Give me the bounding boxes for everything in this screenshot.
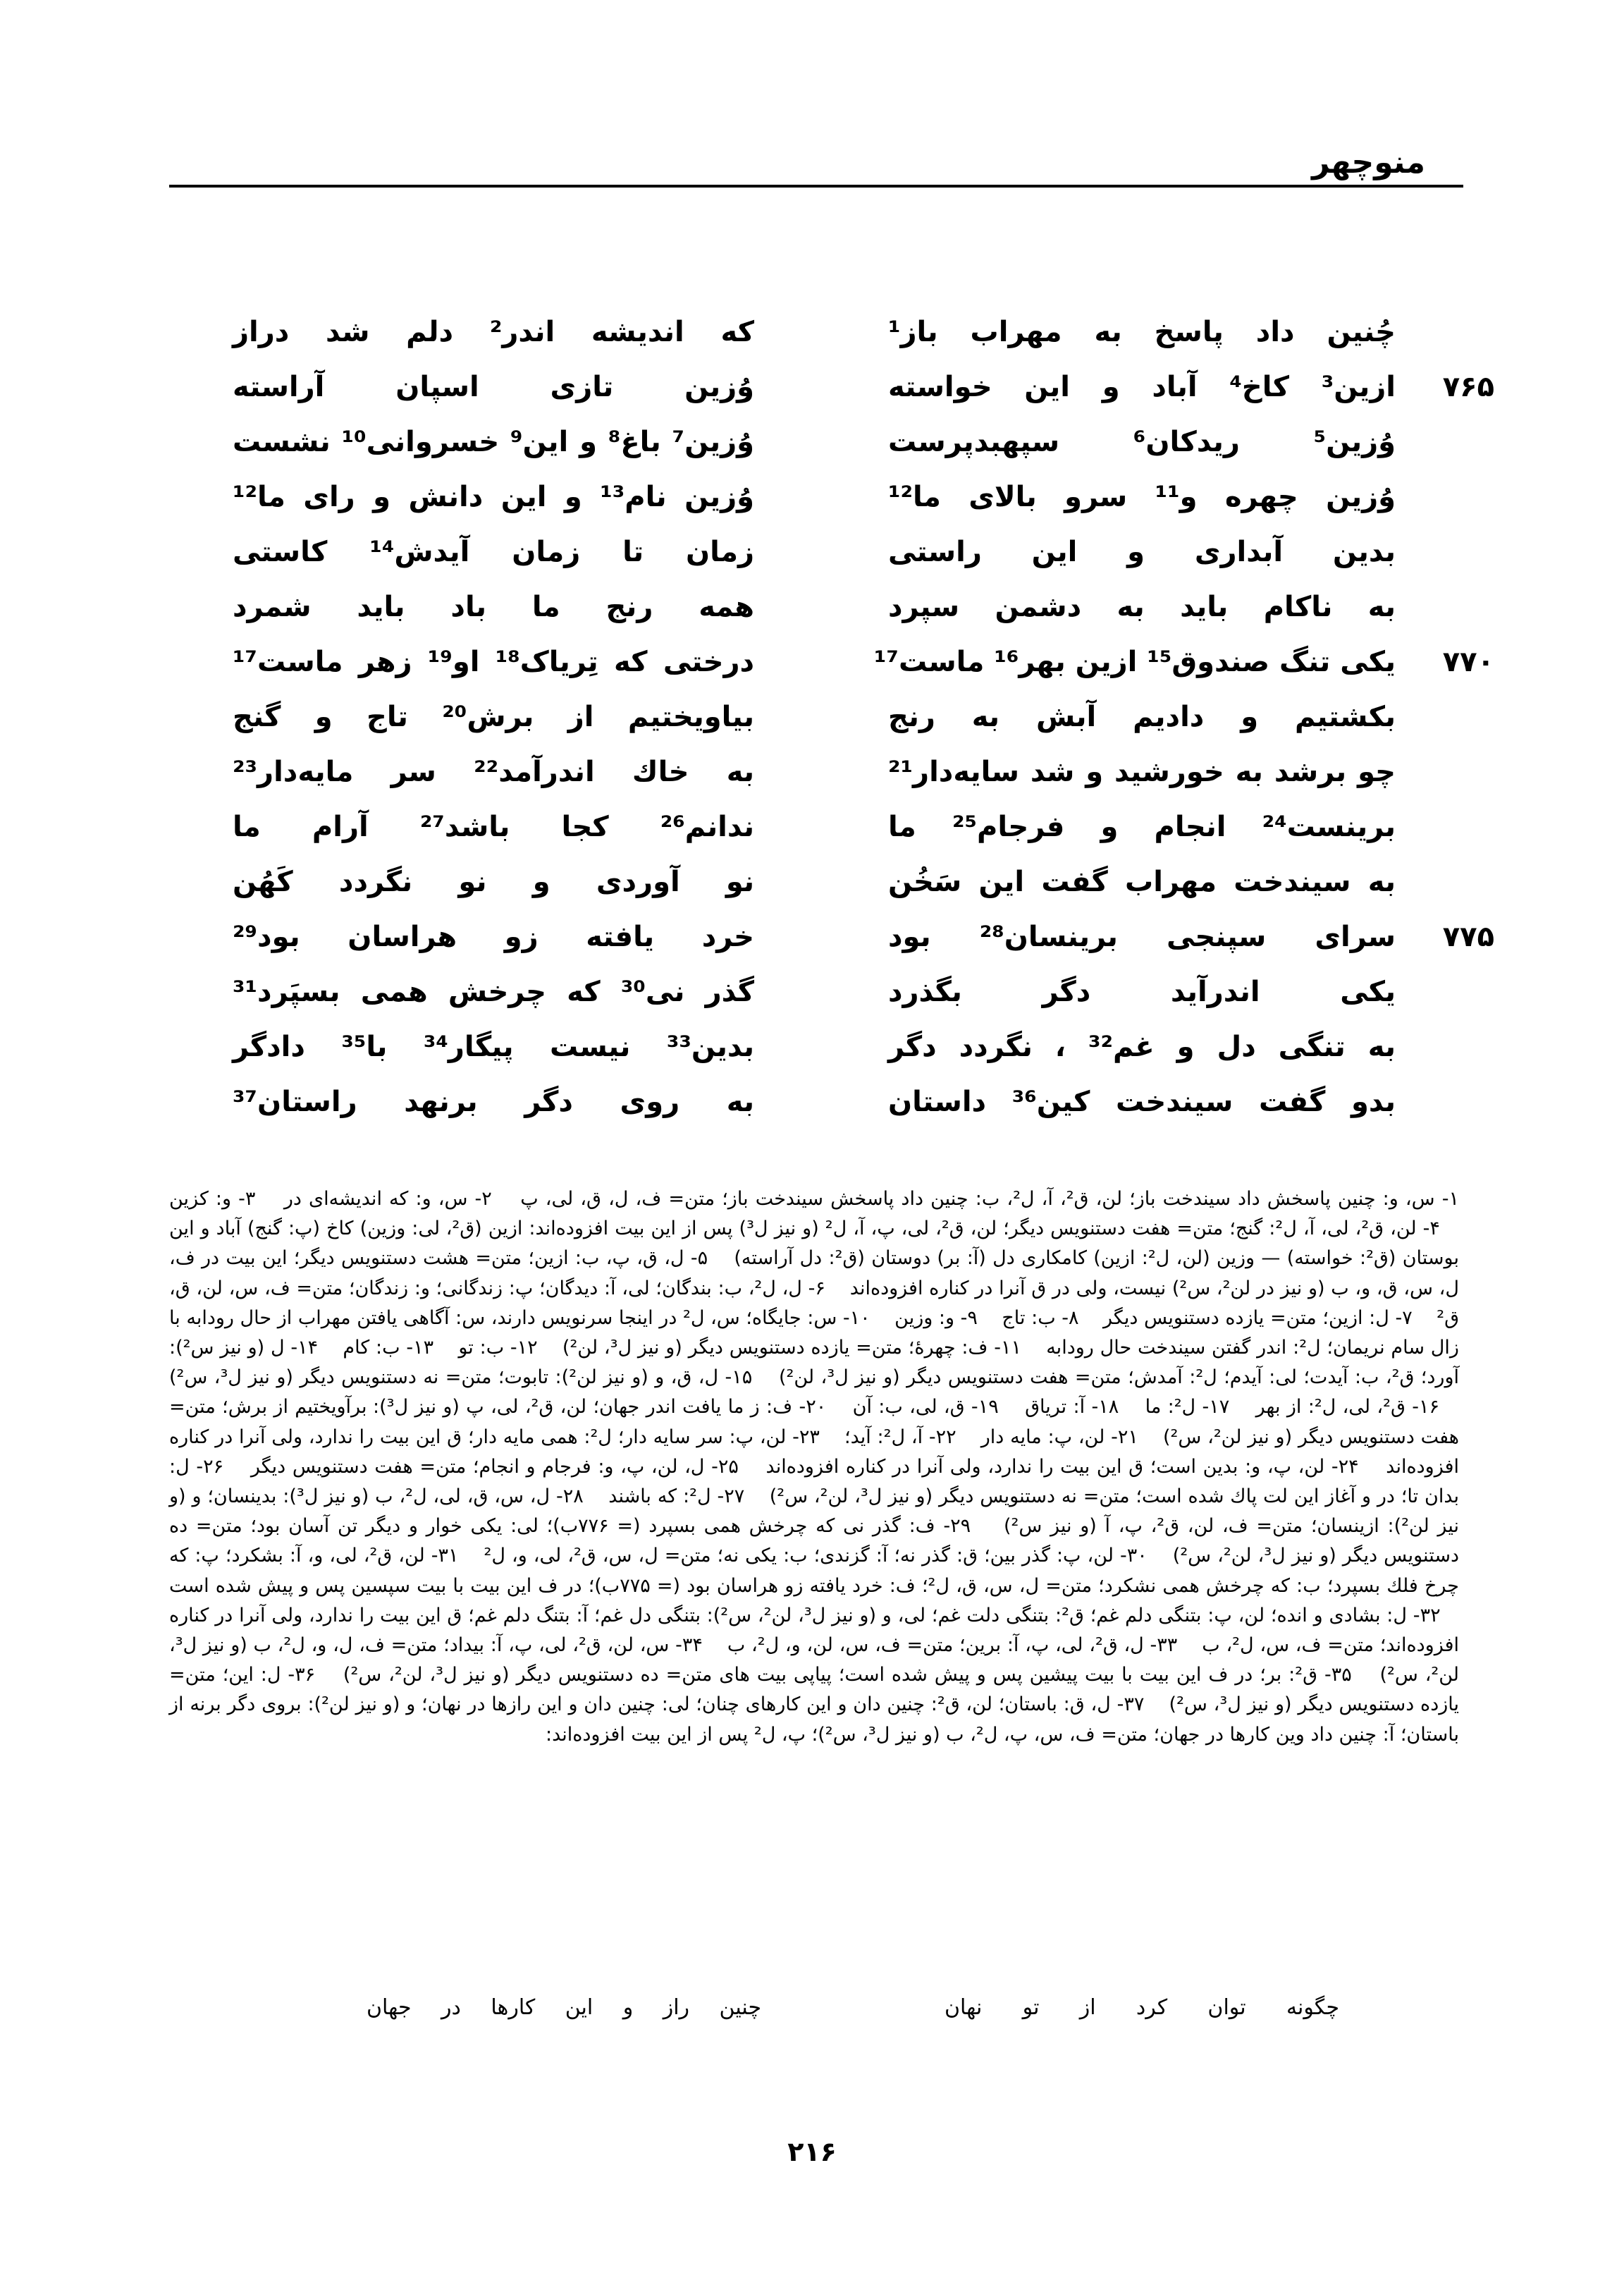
couplet — [211, 750, 1494, 794]
first-hemistich: به ناکام باید به دشمن سپرد — [888, 591, 1396, 623]
first-hemistich: بکشتیم و دادیم آبش به رنج — [888, 701, 1396, 733]
footnote: ۱۵- ل، ق، و (و نیز لن²): تابوت؛ متن= نه دستنویس دیگر (و نیز ل³، س²) — [169, 1366, 753, 1389]
footnote: ۴- لن، ق²، لی، آ، ل²: گنج؛ متن= هفت دستنویس دیگر؛ لن، ق²، لی، پ، آ، ل² (و نیز ل³) پس از این بیت افزوده‌اند: ازین (ق²، لی: وزین) کاخ (پ: گنج) آباد و این بوستان (ق²: خواسته) — وزین (لن، ل²: ازین) کامکاری دل (آ: بر) دوستان (ق²: دل آراسته) — [169, 1218, 1459, 1270]
verse-number: ۷۶۵ — [1442, 371, 1494, 403]
footnote: ۱۹- ق، لی، ب: آن — [852, 1396, 999, 1418]
footnote: ۲۲- آ، ل²: آید؛ — [844, 1426, 956, 1448]
footnote: ۱۶- ق²، لی، ل²: از بهر — [1255, 1396, 1439, 1418]
couplet — [211, 970, 1494, 1014]
header-rule — [169, 185, 1463, 188]
footnote: ۱۲- ب: تو — [458, 1337, 538, 1359]
couplet — [211, 475, 1494, 519]
first-hemistich: بدین آبداری و این راستی — [888, 536, 1396, 568]
first-hemistich: به تنگی دل و غم³² ، نگردد دگر — [888, 1031, 1396, 1063]
second-hemistich: همه رنج ما باد باید شمرد — [233, 591, 754, 623]
second-hemistich: به روی دگر برنهد راستان³⁷ — [233, 1086, 754, 1118]
couplet — [211, 420, 1494, 464]
couplet — [211, 805, 1494, 849]
running-head: منوچهر — [1312, 145, 1425, 180]
footnote: ۲۱- لن، پ: مایه دار — [980, 1426, 1138, 1448]
footnote: ۳۲- ل: بشادی و انده؛ لن، پ: بتنگی دلم غم؛ ق²: بتنگی دلت غم؛ لی، و (و نیز ل³، لن²، س²): بتنگی دل غم؛ آ: بتنگ دلم غم؛ ق این بیت را ندارد، ولی آنرا در کناره افزوده‌اند؛ متن= ف، س، ل²، ب — [169, 1604, 1460, 1657]
footnote: ۲۵- ل، لن، پ، و: فرجام و انجام؛ متن= هفت دستنویس دیگر — [250, 1455, 739, 1478]
couplet — [211, 695, 1494, 739]
first-hemistich: وُزین چهره و¹¹ سرو بالای ما¹² — [888, 481, 1396, 513]
couplet — [211, 640, 1494, 684]
couplet — [211, 1080, 1494, 1124]
footnote: ۳۰- لن، پ: گذر بین؛ ق: گذر نه؛ آ: گزندی؛ ب: یکی نه؛ متن= ل، س، ق²، لی، و، ل² — [484, 1545, 1148, 1567]
footnote: ۸- ب: تاج — [1002, 1306, 1079, 1329]
footnote: ۷- ل: ازین؛ متن= یازده دستنویس دیگر — [1103, 1306, 1413, 1329]
first-hemistich: یکی اندرآید دگر بگذرد — [888, 976, 1396, 1008]
couplet — [211, 365, 1494, 409]
footnote: ۱۳- ب: کام — [343, 1337, 434, 1359]
footnote: ۳۴- س، لن، ق²، لی، پ، آ: بیداد؛ متن= ف، ل، و، ل²، ب (و نیز ل³، لن²، س²) — [169, 1634, 1460, 1686]
first-hemistich: سرای سپنجی برینسان²⁸ بود — [888, 921, 1396, 953]
critical-apparatus — [169, 1184, 1459, 1750]
second-hemistich: که اندیشه اندر² دلم شد دراز — [233, 316, 754, 348]
second-hemistich: گذر نی³⁰ که چرخش همی بسپَرد³¹ — [233, 976, 754, 1008]
footnote: ۳۶- ل: این؛ متن= یازده دستنویس دیگر (و نیز ل³، س²) — [169, 1664, 1460, 1716]
added-second-hemistich: چنین راز و این کارها در جهان — [367, 1995, 761, 2020]
footnote: ۱۸- آ: تریاق — [1025, 1396, 1119, 1418]
footnote: ۲۷- ل²: که باشند — [608, 1485, 745, 1508]
footnote: ۵- ل، ق، پ، ب: ازین؛ متن= هشت دستنویس دیگر؛ این بیت در ف، ل، س، ق، و، ب (و نیز در لن²، س²) نیست، ولی در ق آنرا در کناره افزوده‌اند — [169, 1247, 1459, 1299]
footnote: ۳۱- لن، ق²، لی، و، آ: بشکرد؛ پ: که چرخ فلك بسپرد؛ ب: که چرخش همی نشکرد؛ متن= ل، س، ق، ل²؛ ف: خرد یافته زو هراسان بود (= ۷۷۵ب)؛ در ف این بیت با بیت سپسین پس و پیش شده است — [169, 1545, 1459, 1597]
added-couplet — [310, 1987, 1339, 2029]
footnote: ۶- ل، ل²، ب: بندگان؛ لی، آ: دیدگان؛ پ: زندگانی؛ و: زندگان؛ متن= ف، س، لن، ق، ق² — [169, 1277, 1460, 1329]
second-hemistich: ندانم²⁶ کجا باشد²⁷ آرام ما — [233, 811, 754, 843]
footnote: ۲۸- ل، س، ق، لی، ل²، ب (و نیز ل³): بدینسان؛ و (و نیز لن²): ازینسان؛ متن= ف، لن، ق²، پ، آ (و نیز س²) — [169, 1485, 1459, 1538]
couplet — [211, 310, 1494, 354]
footnote: ۱- س، و: چنین پاسخش داد سیندخت باز؛ لن، ق²، آ، ل²، ب: چنین داد پاسخش سیندخت باز؛ متن= ف، ل، ق، لی، پ — [520, 1188, 1459, 1210]
footnote: ۲۳- لن، پ: سر سایه دار؛ ل²: همی مایه دار؛ ق این بیت را ندارد، ولی آنرا در کناره افزوده‌اند — [169, 1426, 1459, 1478]
first-hemistich: به سیندخت مهراب گفت این سَخُن — [888, 866, 1396, 898]
footnote: ۲۶- ل: بدان تا؛ در و آغاز این لت پاك شده است؛ متن= نه دستنویس دیگر (و نیز ل³، لن²، س²) — [169, 1455, 1460, 1508]
footnote: ۳۷- ل، ق: باستان؛ لن، ق²: چنین دان و این کارهای چنان؛ لی: چنین دان و این رازها در نهان؛ و (و نیز لن²): بروی دگر برنه از باستان؛ آ: چنین داد وین کارها در جهان؛ متن= ف، س، پ، ل²، ب (و نیز ل³، س²)؛ پ، ل² پس از این بیت افزوده‌اند: — [169, 1693, 1459, 1746]
footnote: ۳۳- ل، ق²، لی، پ، آ: برین؛ متن= ف، س، لن، و، ل²، ب — [727, 1634, 1178, 1657]
footnote: ۳۵- ق²: بر؛ در ف این بیت با بیت پیشین پس و پیش شده است؛ پیاپی بیت های متن= ده دستنویس دیگر (و نیز ل³، لن²، س²) — [343, 1664, 1352, 1686]
footnote: ۹- و: وزین — [894, 1306, 978, 1329]
footnote: ۲- س، و: که اندیشه‌ای در — [283, 1188, 492, 1210]
second-hemistich: به خاك اندرآمد²² سر مایه‌دار²³ — [233, 756, 754, 788]
footnote: ۱۱- ف: چهرهٔ؛ متن= یازده دستنویس دیگر (و نیز ل³، لن²) — [562, 1337, 1021, 1359]
couplet — [211, 530, 1494, 574]
second-hemistich: خرد یافته زو هراسان بود²⁹ — [233, 921, 754, 953]
verse-number: ۷۷۰ — [1442, 646, 1494, 678]
first-hemistich: ازین³ کاخ⁴ آباد و این خواسته — [888, 371, 1396, 403]
first-hemistich: وُزین⁵ ریدکان⁶ سپهبدپرست — [888, 426, 1396, 458]
couplet — [211, 585, 1494, 629]
first-hemistich: چو برشد به خورشید و شد سایه‌دار²¹ — [888, 756, 1396, 788]
second-hemistich: درختی که تِریاک¹⁸ او¹⁹ زهر ماست¹⁷ — [233, 646, 755, 678]
footnote: ۲۴- لن، پ، و: بدین است؛ ق این بیت را ندارد، ولی آنرا در کناره افزوده‌اند — [765, 1455, 1359, 1478]
first-hemistich: یکی تنگ صندوق¹⁵ ازین بهر¹⁶ ماست¹⁷ — [873, 646, 1396, 678]
footnote: ۲۹- ف: گذر نی که چرخش همی بسپرد (= ۷۷۶ب)؛ لی: یکی خوار و دیگر تن آسان بود؛ متن= ده دستنویس دیگر (و نیز ل³، لن²، س²) — [169, 1515, 1459, 1567]
footnote: ۱۰- س: جایگاه؛ س، ل² در اینجا سرنویس دارند، س: آگاهی یافتن مهراب از حال رودابه با زال سام نریمان؛ ل²: اندر گفتن سیندخت حال رودابه — [169, 1306, 1459, 1359]
first-hemistich: بدو گفت سیندخت کین³⁶ داستان — [888, 1086, 1396, 1118]
first-hemistich: چُنین داد پاسخ به مهراب باز¹ — [888, 316, 1396, 348]
footnote: ۳- و: کزین — [169, 1188, 256, 1210]
couplet — [211, 1025, 1494, 1069]
footnote: ۲۰- ف: ز ما یافت اندر جهان؛ لن، ق²، لی، پ (و نیز ل³): برآویختیم از برش؛ متن= هفت دستنویس دیگر (و نیز لن²، س²) — [169, 1396, 1460, 1448]
second-hemistich: وُزین نام¹³ و این دانش و رای ما¹² — [233, 481, 754, 513]
footnote: ۱۷- ل²: ما — [1145, 1396, 1230, 1418]
verse-number: ۷۷۵ — [1442, 921, 1494, 953]
second-hemistich: زمان تا زمان آیدش¹⁴ کاستی — [233, 536, 754, 568]
footnote: ۱۴- ل (و نیز س²): آورد؛ ق²، ب: آیدت؛ لی: آیدم؛ ل²: آمدش؛ متن= هفت دستنویس دیگر (و نیز ل³، لن²) — [169, 1337, 1459, 1389]
second-hemistich: وُزین تازی اسپان آراسته — [233, 371, 754, 403]
couplet — [211, 860, 1494, 904]
couplet — [211, 915, 1494, 959]
poem-body — [211, 310, 1494, 1135]
second-hemistich: وُزین⁷ باغ⁸ و این⁹ خسروانی¹⁰ نشست — [233, 426, 754, 458]
first-hemistich: برینست²⁴ انجام و فرجام²⁵ ما — [888, 811, 1396, 843]
added-first-hemistich: چگونه توان کرد از تو نهان — [945, 1995, 1339, 2020]
second-hemistich: بدین³³ نیست پیگار³⁴ با³⁵ دادگر — [233, 1031, 754, 1063]
second-hemistich: بیاویختیم از برش²⁰ تاج و گنج — [233, 701, 754, 733]
second-hemistich: نو آوردی و نو نگردد کَهُن — [233, 866, 754, 898]
page-number: ۲۱۶ — [787, 2136, 837, 2167]
